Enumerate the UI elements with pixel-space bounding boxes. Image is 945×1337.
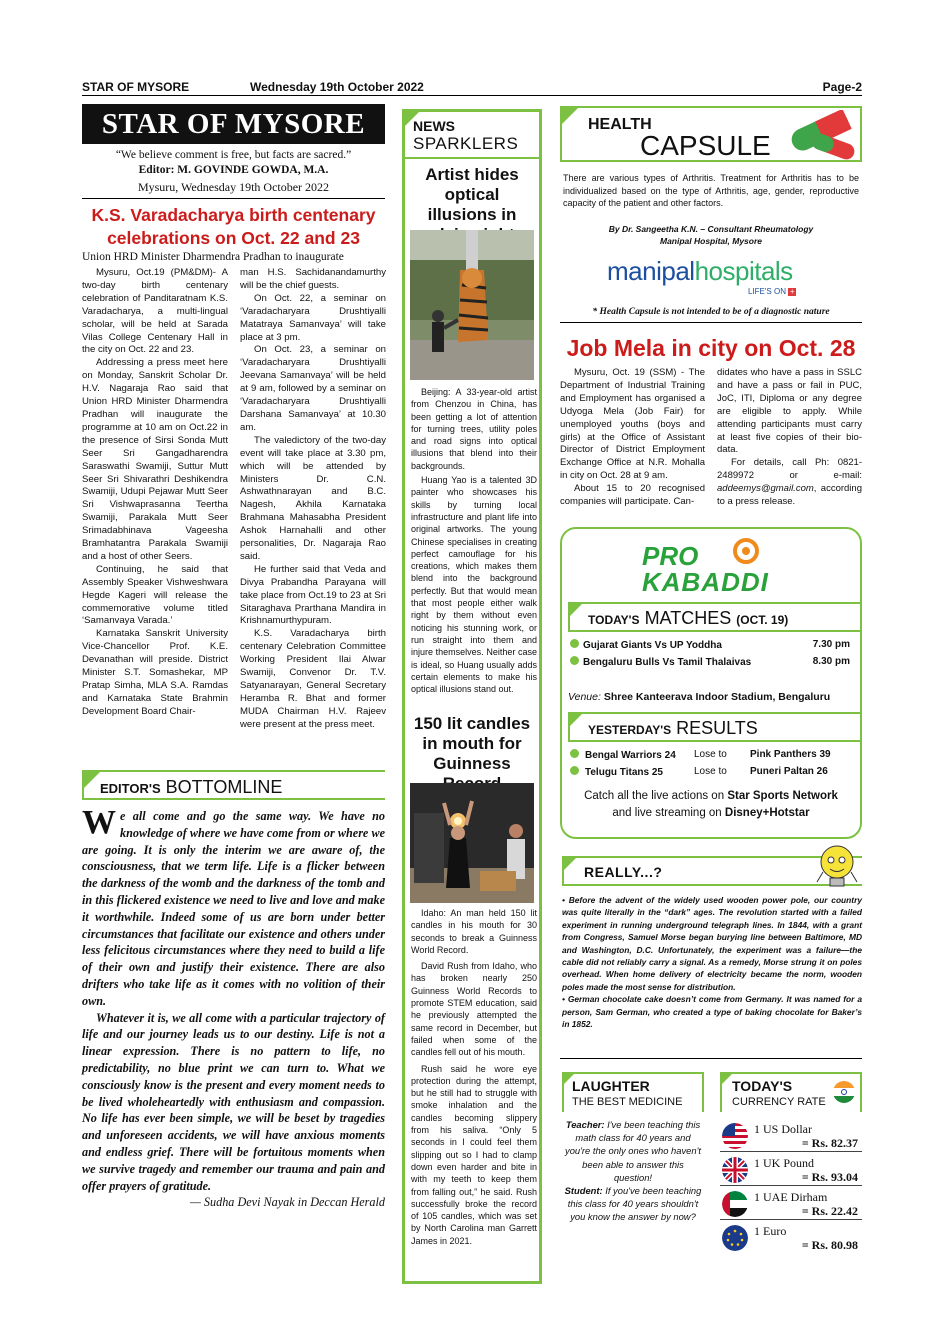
health-byline-1: By Dr. Sangeetha K.N. – Consultant Rheumatology [608, 224, 814, 234]
venue-label: Venue: [568, 691, 601, 703]
header-page-number: Page-2 [822, 80, 862, 94]
match-time: 7.30 pm [812, 639, 850, 650]
fact-item: • German chocolate cake doesn’t come from Germany. It was named for a person, Sam German, who created a type of baking chocolate for Baker’s in 1852. [562, 994, 862, 1030]
result-team-a: Telugu Titans 25 [585, 767, 663, 778]
bullet-icon [570, 656, 579, 665]
health-capsule-header [560, 106, 862, 162]
editors-bottomline-text [82, 804, 385, 1211]
story1-caption: Beijing: A 33-year-old artist from Chenzou in China, has been getting a lot of attention for turning trees, utility poles and road signs into optical illusions that blend into their backgrounds. [411, 387, 537, 471]
result-row [570, 766, 850, 783]
health-label-bold: HEALTH [588, 116, 652, 133]
jobmela-column-1 [560, 367, 705, 509]
jobmela-contact-end: , according to a press release. [717, 483, 862, 508]
sparklers-label: SPARKLERS [413, 134, 519, 153]
jobmela-paragraph: Mysuru, Oct. 19 (SSM) - The Department of Industrial Training and Employment has organised a Udyoga Mela (Job Fair) for unemployed youths (boys and girls) at the Office of Assistant Director of District Employment Exchange Office at N.R. Mohalla in city on Oct. 28 at 9 am. [560, 367, 705, 482]
lead-headline-line-2: celebrations on Oct. 22 and 23 [107, 228, 360, 248]
editors-label-bold: EDITOR'S [100, 781, 161, 796]
result-verb: Lose to [694, 766, 727, 777]
currency-label-box [720, 1072, 862, 1112]
currency-sublabel: CURRENCY RATE [732, 1096, 826, 1108]
jobmela-contact: For details, call Ph: 0821-2489972 or e-mail: [717, 457, 862, 482]
bullet-icon [570, 766, 579, 775]
currency-row [720, 1224, 862, 1254]
jobmela-paragraph: About 15 to 20 recognised companies will participate. Can- [560, 483, 705, 508]
page-header [82, 78, 862, 96]
lead-paragraph: Mysuru, Oct.19 (PM&DM)- A two-day birth centenary celebration of Panditaratnam K.S. Varadacharya, a multi-lingual scholar, will be held at Sarada Vilas College Centenary Hall in the city on Oct. 22 and 23. [82, 267, 228, 356]
masthead-title: STAR OF MYSORE [82, 104, 385, 144]
currency-value: = Rs. 80.98 [801, 1238, 858, 1252]
result-verb: Lose to [694, 749, 727, 760]
sparklers-label-bold: NEWS [413, 118, 455, 134]
health-text: There are various types of Arthritis. Treatment for Arthritis has to be individualized based on the type of Arthritis, age, gender, reproductive capacity of the patient and other factors. [563, 173, 859, 208]
today-label-bold: TODAY'S [588, 613, 640, 627]
result-team-b: Puneri Paltan 26 [750, 766, 828, 777]
laughter-label: LAUGHTER [572, 1078, 650, 1094]
plus-icon: + [789, 286, 795, 296]
uk-flag-icon [722, 1157, 748, 1183]
lead-column-1 [82, 267, 228, 719]
yesterday-label-bold: YESTERDAY'S [588, 723, 672, 737]
currency-name: 1 UAE Dirham [754, 1190, 828, 1204]
lead-paragraph: Karnataka Sanskrit University Vice-Chancellor Prof. K.E. Devanathan will preside. District Minister S.T. Somashekar, MP Pratap Simha, MLA S.A. Ramdas and Karnataka State Brahmin Development Board Chair- [82, 628, 228, 717]
jobmela-headline: Job Mela in city on Oct. 28 [566, 335, 856, 361]
manipal-tagline [748, 287, 796, 296]
manipal-hospitals-logo [607, 256, 793, 287]
lead-paragraph: K.S. Varadacharya birth centenary Celebration Committee Working President Ilai Alwar Swamiji, Convenor Dr. T.V. Satyanarayan, General Secretary Heramba R. Bhat and former MUDA Chairman H.V. Rajeev were present at the press meet. [240, 628, 386, 730]
masthead-editor: Editor: M. GOVINDE GOWDA, M.A. [138, 164, 329, 176]
eu-flag-icon [722, 1225, 748, 1251]
result-team-a: Bengal Warriors 24 [585, 750, 676, 761]
masthead [82, 148, 385, 195]
bullet-icon [570, 749, 579, 758]
uae-flag-icon [722, 1191, 748, 1217]
news-sparklers-label [413, 118, 518, 152]
yesterdays-results-label [568, 712, 860, 742]
editors-paragraph-2: Whatever it is, we all come with a particular trajectory of life and our journey leads us to our destiny. Life is not a linear expression. There is no pattern to life, no predictability, no blue print we can turn to. What we consciously know is the present and every moment needs to be lived wholeheartedly with enthusiasm and compassion. No life has ever been simple, we will be beset by tragedies and unforeseen accidents, we will have anxious moments and endless grief. There will be fortuitous moments when we survive tragedy and remember our trauma and pain and offer prayers of gratitude. [82, 1010, 385, 1193]
laughter-label-box [562, 1072, 704, 1112]
india-flag-icon [832, 1080, 856, 1104]
really-label: REALLY...? [584, 864, 663, 880]
student-line: If you've been teaching this class for 40 years shouldn't you know the answer by now? [567, 1185, 702, 1223]
really-facts [562, 894, 862, 1030]
yesterday-label: RESULTS [676, 718, 758, 738]
lead-paragraph: On Oct. 22, a seminar on ‘Varadacharyara Drushtiyalli Matatraya Samanvaya’ will take place at 3 pm. [240, 292, 386, 343]
capsule-pills-icon [782, 110, 862, 162]
todays-matches-label [568, 602, 860, 632]
health-disclaimer: * Health Capsule is not intended to be of a diagnostic nature [592, 307, 830, 317]
fact-text: German chocolate cake doesn’t come from Germany. It was named for a person, Sam German, who created a type of baking chocolate for Baker’s in 1852. [562, 994, 862, 1030]
jobmela-paragraph: didates who have a pass in SSLC and have a pass or fail in PUC, JoC, ITI, Diploma or any degree are eligible to apply. While attending participants must carry at least five copies of their bio-data. [717, 367, 862, 456]
logo-pro: PRO [642, 541, 699, 571]
editors-paragraph-1: e all come and go the same way. We have no knowledge of where we have come from or where we are going. It is only the interim we are aware of, the consciousness, that we term life. Life is a flicker between the darkness of the womb and the darkness of the tomb and in this flickered existence we need to live and love and make it worthwhile. Indeed some of us are born under better circumstances that facilitate our existence and others under less felicitous circumstances where they need to build a life of their own and justify their existence. There are also drifters who take life as it comes with no volition of their own. [82, 809, 385, 1008]
lead-paragraph: On Oct. 23, a seminar on ‘Varadacharyara Drushtiyalli Jeevana Samanvaya’ will be held at 9 am, followed by a seminar on ‘Varadacharyara Drushtiyalli Darshana Samanvaya’ at 10.30 am. [240, 344, 386, 433]
currency-row [720, 1156, 862, 1186]
health-byline-2: Manipal Hospital, Mysore [659, 235, 763, 246]
match-teams: Bengaluru Bulls Vs Tamil Thalaivas [583, 657, 752, 668]
venue-name: Shree Kanteerava Indoor Stadium, Bengaluru [603, 691, 831, 703]
health-byline [563, 224, 859, 247]
tiger-illusion-photo [410, 230, 534, 380]
result-team-b: Pink Panthers 39 [750, 749, 831, 760]
editors-credit: — Sudha Devi Nayak in Deccan Herald [190, 1195, 385, 1210]
drop-cap: W [82, 804, 116, 841]
candles-record-photo [410, 783, 534, 903]
match-teams: Gujarat Giants Vs UP Yoddha [583, 640, 722, 651]
lightbulb-mascot-icon [815, 842, 859, 892]
lead-headline [82, 204, 385, 250]
teacher-line: I've been teaching this math class for 40 years and you're the only ones who haven't been able to answer this question! [565, 1119, 701, 1183]
venue [568, 691, 830, 703]
today-label: MATCHES [644, 608, 732, 628]
currency-name: 1 Euro [754, 1224, 787, 1238]
student-label: Student: [564, 1185, 603, 1197]
lead-paragraph: Addressing a press meet here on Monday, Sanskrit Scholar Dr. H.V. Nagaraja Rao said that Union HRD Minister Dharmendra Pradhan will inaugurate the programme at 10 am on Oct.22 in the presence of Sirsi Sonda Mutt Seer Sri Gangadharendra Saraswathi Swamiji, Suttur Mutt Seer Sri Shivarathri Deshikendra Swamiji, Udupi Pejawar Mutt Seer Sri Vishwaprasanna Teertha Swamiji, Parakala Mutt Seer Srimadabhinava Vageesha Bramhatantra Parakala Swamiji and a host of other Seers. [82, 357, 228, 562]
laughter-sublabel: THE BEST MEDICINE [572, 1096, 683, 1108]
story2-text [411, 907, 537, 1247]
live-network: Star Sports Network [727, 790, 838, 802]
health-label: CAPSULE [640, 130, 771, 161]
match-row [570, 639, 850, 656]
today-date: (OCT. 19) [736, 613, 789, 627]
lead-subhead: Union HRD Minister Dharmendra Pradhan to inaugurate [82, 251, 344, 263]
story1-body: Huang Yao is a talented 3D painter who showcases his skills by turning local infrastructure and plant life into original artworks. The young Chinese specialises in creating perfect camouflage for his creations, which makes them blend into the background perfectly. But that would mean that most people either walk right by them without even noticing his stunning work, or run straight into them and injure themselves. Neither case is ideal, so Huang usually adds certain elements to make his optical illusions stand out. [411, 475, 537, 695]
story2-title: 150 lit candles in mouth for Guinness [413, 714, 531, 773]
story2-body-2: Rush said he wore eye protection during the attempt, but he still had to struggle with smoke inhalation and the candles becoming slippery from his saliva. “Only 5 seconds in I could feel them slipping out so I had to clamp down even harder and bite in with my teeth to keep them from falling out,” he said. Rush successfully broke the record of 105 candles, which was set by North Carolina man Garrett James in 2021. [411, 1063, 537, 1246]
live-text-2: and live streaming on [612, 807, 725, 819]
logo-tagline: LIFE'S ON [748, 287, 786, 296]
laughter-joke [562, 1118, 704, 1224]
currency-value: = Rs. 93.04 [801, 1170, 858, 1184]
match-time: 8.30 pm [812, 656, 850, 667]
news-sparklers-box [402, 109, 542, 1284]
currency-name: 1 UK Pound [754, 1156, 815, 1170]
story2-caption: Idaho: An man held 150 lit candles in his mouth for 30 seconds to break a Guinness World Record. [411, 908, 537, 955]
story1-text [411, 386, 537, 695]
fact-item: • Before the advent of the widely used wooden power pole, our country was quite literally in the “dark” ages. The revolution started with a failed experiment in running underground telegraph lines. In 1844, with a grant from Congress, Samuel Morse began burying line between Baltimore, MD and Washington, D.C. Unfortunately, the experiment was a failure—the cable did not reliably carry a signal. As a remedy, Morse strung it on poles overhead. When home delivery of electricity became the norm, wooden poles made the most sense for distribution. [562, 895, 862, 992]
lead-paragraph: He further said that Veda and Divya Prabandha Parayana will take place from Oct.19 to 23 at Sri Sitaraghava Prarthana Mandira in Krishnamurthypuram. [240, 563, 386, 627]
result-row [570, 749, 850, 766]
lead-paragraph: Continuing, he said that Assembly Speaker Vishweshwara Hegde Kageri will release the commemorative volume titled ‘Samanvaya Varada.’ [82, 563, 228, 627]
results-list [570, 749, 850, 783]
pro-kabaddi-box [560, 527, 862, 839]
currency-name: 1 US Dollar [754, 1122, 812, 1136]
story1-title: Artist hides optical illusions in [425, 165, 519, 224]
jobmela-column-2 [717, 367, 862, 509]
logo-text-b: hospitals [694, 256, 793, 286]
kabaddi-emblem-icon [732, 537, 760, 565]
lead-headline-line-1: K.S. Varadacharya birth centenary [91, 205, 376, 225]
currency-row [720, 1122, 862, 1152]
live-broadcast-note [562, 788, 860, 822]
match-row [570, 656, 850, 673]
lead-column-2 [240, 267, 386, 732]
editors-bottomline-label [82, 770, 385, 800]
matches-list [570, 639, 850, 673]
teacher-label: Teacher: [565, 1119, 605, 1130]
fact-text: Before the advent of the widely used wooden power pole, our country was quite literally in the “dark” ages. The revolution started with a failed experiment in running underground telegraph lines. In 1844, with a grant from Congress, Samuel Morse began burying line between Baltimore, MD and Washington, D.C. Unfortunately, the experiment was a failure—the cable did not reliably carry a signal. As a remedy, Morse strung it on poles overhead. When home delivery of electricity became the norm, wooden poles made the most sense for distribution. [562, 895, 862, 992]
currency-value: = Rs. 82.37 [801, 1136, 858, 1150]
header-date: Wednesday 19th October 2022 [250, 80, 424, 94]
lead-paragraph: man H.S. Sachidanandamurthy will be the chief guests. [240, 267, 386, 291]
logo-text-a: manipal [607, 256, 695, 286]
currency-row [720, 1190, 862, 1220]
masthead-motto: “We believe comment is free, but facts are sacred.” [115, 149, 352, 161]
lead-paragraph: The valedictory of the two-day event will take place at 3.30 pm, which will be attended by Ministers Dr. C.N. Ashwathnarayan and B.C. Nagesh, Akhila Karnataka Brahmana Mahasabha President Ashok Harnahalli and other personalities, Dr. Nagaraja Rao said. [240, 434, 386, 562]
live-streaming: Disney+Hotstar [724, 807, 810, 819]
story2-body-1: David Rush from Idaho, who has broken nearly 250 Guinness World Records to promote STEM education, said he previously attempted the same record in December, but failed when some of the candles fell out of his mouth. [411, 961, 537, 1058]
currency-value: = Rs. 22.42 [801, 1204, 858, 1218]
us-flag-icon [722, 1123, 748, 1149]
live-text-1: Catch all the live actions on [584, 790, 728, 802]
logo-kabaddi: KABADDI [642, 567, 769, 597]
header-paper-name: STAR OF MYSORE [82, 80, 190, 94]
bullet-icon [570, 639, 579, 648]
jobmela-email[interactable]: addeemys@gmail.com [717, 483, 814, 495]
masthead-dateline: Mysuru, Wednesday 19th October 2022 [137, 180, 330, 194]
currency-label: TODAY'S [732, 1078, 793, 1094]
editors-label: BOTTOMLINE [165, 777, 283, 797]
